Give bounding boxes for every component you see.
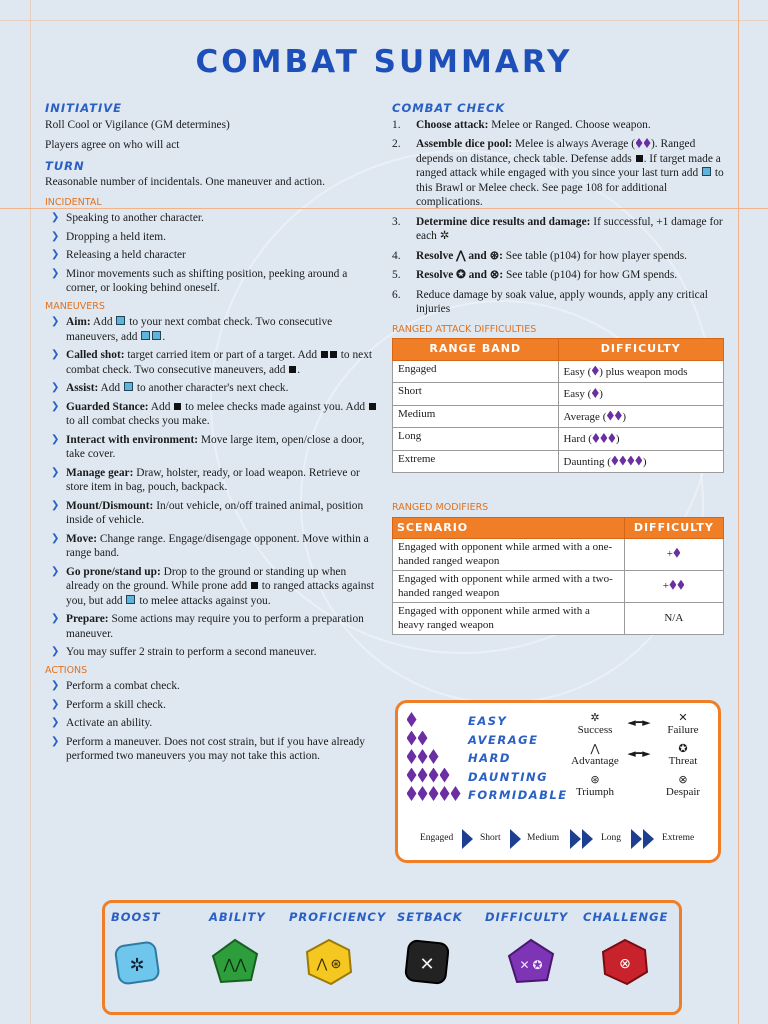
list-item bbox=[45, 499, 381, 528]
difficulty-cell: N/A bbox=[624, 603, 723, 635]
range-band-cell: Engaged bbox=[393, 360, 559, 383]
range-band-cell: Medium bbox=[393, 405, 559, 428]
difficulty-die-symbol bbox=[440, 768, 450, 783]
column-header: DIFFICULTY bbox=[624, 517, 723, 539]
right-column bbox=[392, 97, 724, 635]
difficulty-name: FORMIDABLE bbox=[468, 788, 568, 802]
combat-check-steps bbox=[392, 118, 724, 317]
maneuver-name: Go prone/stand up: bbox=[66, 565, 161, 578]
svg-text:⋀⋀: ⋀⋀ bbox=[223, 958, 247, 973]
difficulty-die-symbol bbox=[407, 768, 417, 783]
range-arrow-icon bbox=[510, 829, 521, 849]
threat-icon: ✪ bbox=[678, 742, 688, 755]
maneuver-description: Drop to the ground or standing up when already on the ground. While prone add to ranged attacks against you, but add to melee attacks against you. bbox=[66, 565, 375, 607]
modifiers-table-caption: RANGED MODIFIERS bbox=[392, 502, 489, 513]
difficulty-die-icon bbox=[507, 938, 555, 986]
list-item bbox=[45, 679, 381, 694]
range-label: Short bbox=[480, 833, 501, 843]
step-number: 5. bbox=[392, 269, 401, 281]
setback-die-symbol bbox=[174, 403, 181, 410]
opposes-arrow-icon: ◄━► bbox=[627, 747, 651, 760]
actions-heading: ACTIONS bbox=[45, 664, 88, 676]
range-band-cell: Extreme bbox=[393, 450, 559, 473]
symbol-label: Triumph bbox=[575, 786, 615, 798]
chevron-right-icon: ❯ bbox=[51, 400, 60, 412]
list-item-text: Speaking to another character. bbox=[66, 212, 204, 224]
maneuvers-list bbox=[45, 315, 381, 660]
incidental-list bbox=[45, 211, 381, 296]
symbol-label: Advantage bbox=[571, 755, 619, 767]
difficulty-name: AVERAGE bbox=[468, 732, 539, 747]
boost-die-symbol bbox=[702, 167, 711, 176]
maneuver-description: In/out vehicle, on/off trained animal, position inside of vehicle. bbox=[66, 499, 364, 526]
difficulty-cell: + bbox=[624, 539, 723, 571]
table-row bbox=[393, 383, 724, 406]
frame-line bbox=[30, 0, 31, 1024]
list-item bbox=[45, 315, 381, 344]
difficulty-die-symbol bbox=[592, 433, 599, 443]
chevron-right-icon: ❯ bbox=[51, 646, 60, 657]
difficulty-die-symbol bbox=[615, 411, 622, 421]
maneuver-name: Interact with environment: bbox=[66, 433, 199, 446]
list-item bbox=[45, 466, 381, 495]
list-item-text: Perform a combat check. bbox=[66, 680, 180, 692]
chevron-right-icon: ❯ bbox=[51, 735, 60, 747]
maneuvers-heading: MANEUVERS bbox=[45, 300, 105, 312]
maneuver-description: target carried item or part of a target. Add to next combat check. Two consecutive maneuvers, add . bbox=[66, 349, 373, 376]
step-item bbox=[392, 215, 724, 244]
list-item bbox=[45, 735, 381, 764]
range-arrow-icon bbox=[643, 829, 654, 849]
list-item bbox=[45, 698, 381, 713]
step-text: See table (p104) for how GM spends. bbox=[503, 269, 678, 281]
chevron-right-icon: ❯ bbox=[51, 499, 60, 511]
dice-types-box bbox=[102, 900, 682, 1015]
frame-line bbox=[0, 20, 768, 21]
difficulty-name: HARD bbox=[468, 751, 511, 765]
boost-die-symbol bbox=[141, 331, 150, 340]
table-row bbox=[393, 428, 724, 451]
chevron-right-icon: ❯ bbox=[51, 613, 60, 624]
chevron-right-icon: ❯ bbox=[51, 680, 60, 691]
step-title: Assemble dice pool: bbox=[416, 138, 513, 150]
chevron-right-icon: ❯ bbox=[51, 267, 60, 279]
range-label: Engaged bbox=[420, 833, 454, 843]
difficulty-die-symbol bbox=[635, 456, 642, 466]
chevron-right-icon: ❯ bbox=[51, 565, 60, 577]
chevron-right-icon: ❯ bbox=[51, 466, 60, 478]
difficulty-die-symbol bbox=[418, 786, 428, 801]
ranged-modifiers-table bbox=[392, 517, 724, 636]
difficulty-cell: Daunting ( ) bbox=[558, 450, 724, 473]
range-band-cell: Long bbox=[393, 428, 559, 451]
scenario-cell: Engaged with opponent while armed with a one-handed ranged weapon bbox=[393, 539, 625, 571]
maneuver-name: Manage gear: bbox=[66, 466, 134, 479]
list-item-text: Perform a maneuver. Does not cost strain, but if you have already performed two maneuvers you may not take this action. bbox=[66, 735, 365, 762]
maneuver-description: Add to melee checks made against you. Add to all combat checks you make. bbox=[66, 401, 377, 428]
initiative-line: Players agree on who will act bbox=[45, 139, 180, 151]
step-number: 1. bbox=[392, 118, 401, 131]
maneuver-description: Add to another character's next check. bbox=[98, 382, 289, 394]
table-row bbox=[393, 360, 724, 383]
difficulty-die-symbol bbox=[407, 731, 417, 746]
step-text: Melee or Ranged. Choose weapon. bbox=[488, 118, 651, 131]
difficulty-die-symbol bbox=[451, 786, 461, 801]
list-item bbox=[45, 400, 381, 429]
chevron-right-icon: ❯ bbox=[51, 316, 60, 327]
difficulty-die-symbol bbox=[600, 433, 607, 443]
scenario-cell: Engaged with opponent while armed with a heavy ranged weapon bbox=[393, 603, 625, 635]
maneuver-name: Guarded Stance: bbox=[66, 400, 149, 413]
table-row bbox=[393, 571, 724, 603]
maneuver-name: Aim: bbox=[66, 316, 91, 328]
boost-die-icon bbox=[113, 938, 161, 986]
proficiency-die-icon bbox=[305, 938, 353, 986]
step-text: Melee is always Average ( ). Ranged depends on distance, check table. Defense adds . If target made a ranged attack while engaged with you since your last turn add to this Brawl or Melee check. See page 108 for additional complications. bbox=[416, 138, 724, 208]
list-item bbox=[45, 230, 381, 245]
step-item bbox=[392, 118, 724, 133]
difficulty-die-symbol bbox=[429, 768, 439, 783]
svg-text:⊗: ⊗ bbox=[619, 957, 631, 972]
failure-symbol bbox=[654, 711, 712, 736]
difficulty-die-symbol bbox=[407, 712, 417, 727]
difficulty-die-symbol bbox=[592, 366, 599, 376]
failure-icon: ✕ bbox=[678, 711, 688, 724]
difficulty-cell: Easy ( ) bbox=[558, 383, 724, 406]
difficulty-cell: Average ( ) bbox=[558, 405, 724, 428]
maneuver-description: You may suffer 2 strain to perform a second maneuver. bbox=[66, 646, 317, 658]
maneuver-description: Move large item, open/close a door, take cover. bbox=[66, 433, 365, 460]
symbol-pairs bbox=[566, 711, 716, 804]
step-item bbox=[392, 137, 724, 210]
difficulty-die-symbol bbox=[407, 786, 417, 801]
die-label: PROFICIENCY bbox=[289, 910, 387, 924]
list-item bbox=[45, 645, 381, 660]
range-label: Extreme bbox=[662, 833, 695, 843]
chevron-right-icon: ❯ bbox=[51, 349, 60, 360]
setback-die-symbol bbox=[636, 155, 643, 162]
step-number: 2. bbox=[392, 138, 401, 150]
list-item bbox=[45, 433, 381, 462]
symbol-label: Success bbox=[577, 724, 613, 736]
despair-icon: ⊗ bbox=[678, 773, 688, 786]
success-icon: ✲ bbox=[590, 711, 600, 724]
difficulty-name: DAUNTING bbox=[468, 769, 549, 784]
chevron-right-icon: ❯ bbox=[51, 382, 60, 393]
step-item bbox=[392, 288, 724, 317]
scenario-cell: Engaged with opponent while armed with a two-handed ranged weapon bbox=[393, 571, 625, 603]
left-column bbox=[45, 97, 381, 768]
column-header: DIFFICULTY bbox=[558, 339, 724, 361]
setback-die-symbol bbox=[289, 366, 296, 373]
difficulty-names bbox=[468, 712, 568, 805]
svg-text:✕ ✪: ✕ ✪ bbox=[519, 958, 543, 972]
maneuver-name: Assist: bbox=[66, 382, 99, 394]
range-table-caption: RANGED ATTACK DIFFICULTIES bbox=[392, 323, 537, 335]
column-header: SCENARIO bbox=[393, 517, 625, 539]
boost-die-symbol bbox=[152, 331, 161, 340]
die-label: ABILITY bbox=[209, 910, 266, 924]
incidental-heading: INCIDENTAL bbox=[45, 196, 102, 208]
maneuver-description: Add to your next combat check. Two consecutive maneuvers, add . bbox=[66, 316, 333, 343]
step-number: 6. bbox=[392, 288, 401, 301]
difficulty-die-symbol bbox=[418, 731, 428, 746]
difficulty-cell: Hard ( ) bbox=[558, 428, 724, 451]
step-text: Reduce damage by soak value, apply wounds, apply any critical injuries bbox=[416, 288, 708, 315]
difficulty-die-symbol bbox=[607, 411, 614, 421]
list-item-text: Dropping a held item. bbox=[66, 230, 166, 243]
range-arrow-icon bbox=[631, 829, 642, 849]
symbol-pair bbox=[566, 742, 716, 773]
die-label: SETBACK bbox=[397, 910, 463, 924]
difficulty-die-symbol bbox=[669, 580, 676, 590]
ability-die-icon bbox=[211, 938, 259, 986]
list-item bbox=[45, 348, 381, 377]
chevron-right-icon: ❯ bbox=[51, 698, 60, 710]
range-arrow-icon bbox=[462, 829, 473, 849]
step-text: See table (p104) for how player spends. bbox=[502, 249, 688, 262]
symbol-label: Despair bbox=[665, 786, 701, 798]
step-item bbox=[392, 268, 724, 283]
maneuver-name: Mount/Dismount: bbox=[66, 499, 154, 512]
difficulty-die-symbol bbox=[418, 749, 428, 764]
list-item bbox=[45, 532, 381, 561]
initiative-heading: INITIATIVE bbox=[45, 101, 122, 115]
difficulty-die-symbol bbox=[429, 749, 439, 764]
chevron-right-icon: ❯ bbox=[51, 532, 60, 544]
difficulty-die-symbol bbox=[608, 433, 615, 443]
boost-die-symbol bbox=[124, 382, 133, 391]
step-item bbox=[392, 249, 724, 264]
chevron-right-icon: ❯ bbox=[51, 212, 60, 223]
frame-line bbox=[738, 0, 739, 1024]
setback-die-symbol bbox=[251, 582, 258, 589]
range-difficulty-table bbox=[392, 338, 724, 473]
range-arrow-icon bbox=[582, 829, 593, 849]
chevron-right-icon: ❯ bbox=[51, 717, 60, 728]
range-label: Medium bbox=[527, 833, 560, 843]
list-item bbox=[45, 716, 381, 731]
table-row bbox=[393, 539, 724, 571]
list-item bbox=[45, 612, 381, 641]
list-item-text: Perform a skill check. bbox=[66, 698, 166, 711]
maneuver-description: Draw, holster, ready, or load weapon. Retrieve or store item in bag, pouch, backpack. bbox=[66, 466, 360, 493]
die-label: DIFFICULTY bbox=[485, 910, 569, 924]
dice-legend-box bbox=[395, 700, 721, 863]
actions-list bbox=[45, 679, 381, 764]
difficulty-die-symbol bbox=[677, 580, 684, 590]
step-title: Resolve ⋀ and ⊛: bbox=[416, 249, 503, 262]
opposes-arrow-icon: ◄━► bbox=[627, 716, 651, 729]
list-item bbox=[45, 565, 381, 609]
symbol-label: Threat bbox=[668, 755, 698, 767]
list-item-text: Minor movements such as shifting position, peeking around a corner, or looking behind oneself. bbox=[66, 267, 348, 294]
difficulty-die-symbol bbox=[673, 548, 680, 558]
maneuver-name: Called shot: bbox=[66, 349, 125, 361]
list-item bbox=[45, 211, 381, 226]
setback-die-symbol bbox=[369, 403, 376, 410]
difficulty-die-symbol bbox=[611, 456, 618, 466]
triumph-symbol bbox=[566, 773, 624, 798]
step-number: 3. bbox=[392, 215, 401, 228]
setback-die-symbol bbox=[321, 351, 328, 358]
difficulty-die-symbol bbox=[636, 138, 643, 148]
difficulty-die-symbol bbox=[418, 768, 428, 783]
step-title: Choose attack: bbox=[416, 118, 489, 131]
setback-die-symbol bbox=[330, 351, 337, 358]
initiative-line: Roll Cool or Vigilance (GM determines) bbox=[45, 118, 230, 131]
difficulty-die-symbol bbox=[592, 388, 599, 398]
maneuver-description: Some actions may require you to perform a preparation maneuver. bbox=[66, 613, 364, 640]
symbol-pair bbox=[566, 773, 716, 804]
chevron-right-icon: ❯ bbox=[51, 249, 60, 260]
chevron-right-icon: ❯ bbox=[51, 433, 60, 445]
maneuver-description: Change range. Engage/disengage opponent. Move within a range band. bbox=[66, 532, 369, 559]
table-row bbox=[393, 405, 724, 428]
advantage-symbol bbox=[566, 742, 624, 767]
list-item bbox=[45, 267, 381, 296]
range-label: Long bbox=[601, 833, 622, 843]
svg-text:✕: ✕ bbox=[419, 954, 435, 974]
list-item bbox=[45, 248, 381, 263]
maneuver-name: Prepare: bbox=[66, 613, 109, 625]
page-title: COMBAT SUMMARY bbox=[195, 44, 573, 80]
triumph-icon: ⊛ bbox=[590, 773, 600, 786]
list-item bbox=[45, 381, 381, 396]
difficulty-cell: Easy ( ) plus weapon mods bbox=[558, 360, 724, 383]
chevron-right-icon: ❯ bbox=[51, 230, 60, 242]
die-label: BOOST bbox=[111, 910, 161, 924]
svg-text:✲: ✲ bbox=[129, 955, 145, 975]
boost-die-symbol bbox=[116, 316, 125, 325]
turn-text: Reasonable number of incidentals. One maneuver and action. bbox=[45, 176, 325, 188]
difficulty-die-symbol bbox=[429, 786, 439, 801]
difficulty-die-symbol bbox=[627, 456, 634, 466]
difficulty-cell: + bbox=[624, 571, 723, 603]
boost-die-symbol bbox=[126, 595, 135, 604]
advantage-icon: ⋀ bbox=[590, 742, 600, 755]
symbol-label: Failure bbox=[667, 724, 699, 736]
setback-die-icon bbox=[403, 938, 451, 986]
difficulty-name: EASY bbox=[468, 714, 508, 728]
despair-symbol bbox=[654, 773, 712, 798]
turn-heading: TURN bbox=[45, 158, 85, 173]
step-number: 4. bbox=[392, 249, 401, 262]
range-arrow-icon bbox=[570, 829, 581, 849]
list-item-text: Activate an ability. bbox=[66, 717, 153, 729]
maneuver-name: Move: bbox=[66, 532, 97, 545]
success-symbol bbox=[566, 711, 624, 736]
challenge-die-icon bbox=[601, 938, 649, 986]
difficulty-die-symbol bbox=[619, 456, 626, 466]
step-title: Resolve ✪ and ⊗: bbox=[416, 269, 504, 281]
table-row bbox=[393, 603, 724, 635]
step-title: Determine dice results and damage: bbox=[416, 215, 591, 228]
die-label: CHALLENGE bbox=[583, 910, 669, 924]
svg-text:⋀ ⊛: ⋀ ⊛ bbox=[316, 956, 342, 971]
difficulty-die-symbol bbox=[644, 138, 651, 148]
symbol-pair bbox=[566, 711, 716, 742]
column-header: RANGE BAND bbox=[393, 339, 559, 361]
range-band-cell: Short bbox=[393, 383, 559, 406]
step-text: If successful, +1 damage for each ✲ bbox=[416, 215, 723, 242]
difficulty-pyramid bbox=[406, 712, 466, 808]
table-row bbox=[393, 450, 724, 473]
threat-symbol bbox=[654, 742, 712, 767]
combat-check-heading: COMBAT CHECK bbox=[392, 101, 506, 115]
difficulty-die-symbol bbox=[440, 786, 450, 801]
difficulty-die-symbol bbox=[407, 749, 417, 764]
list-item-text: Releasing a held character bbox=[66, 249, 186, 261]
